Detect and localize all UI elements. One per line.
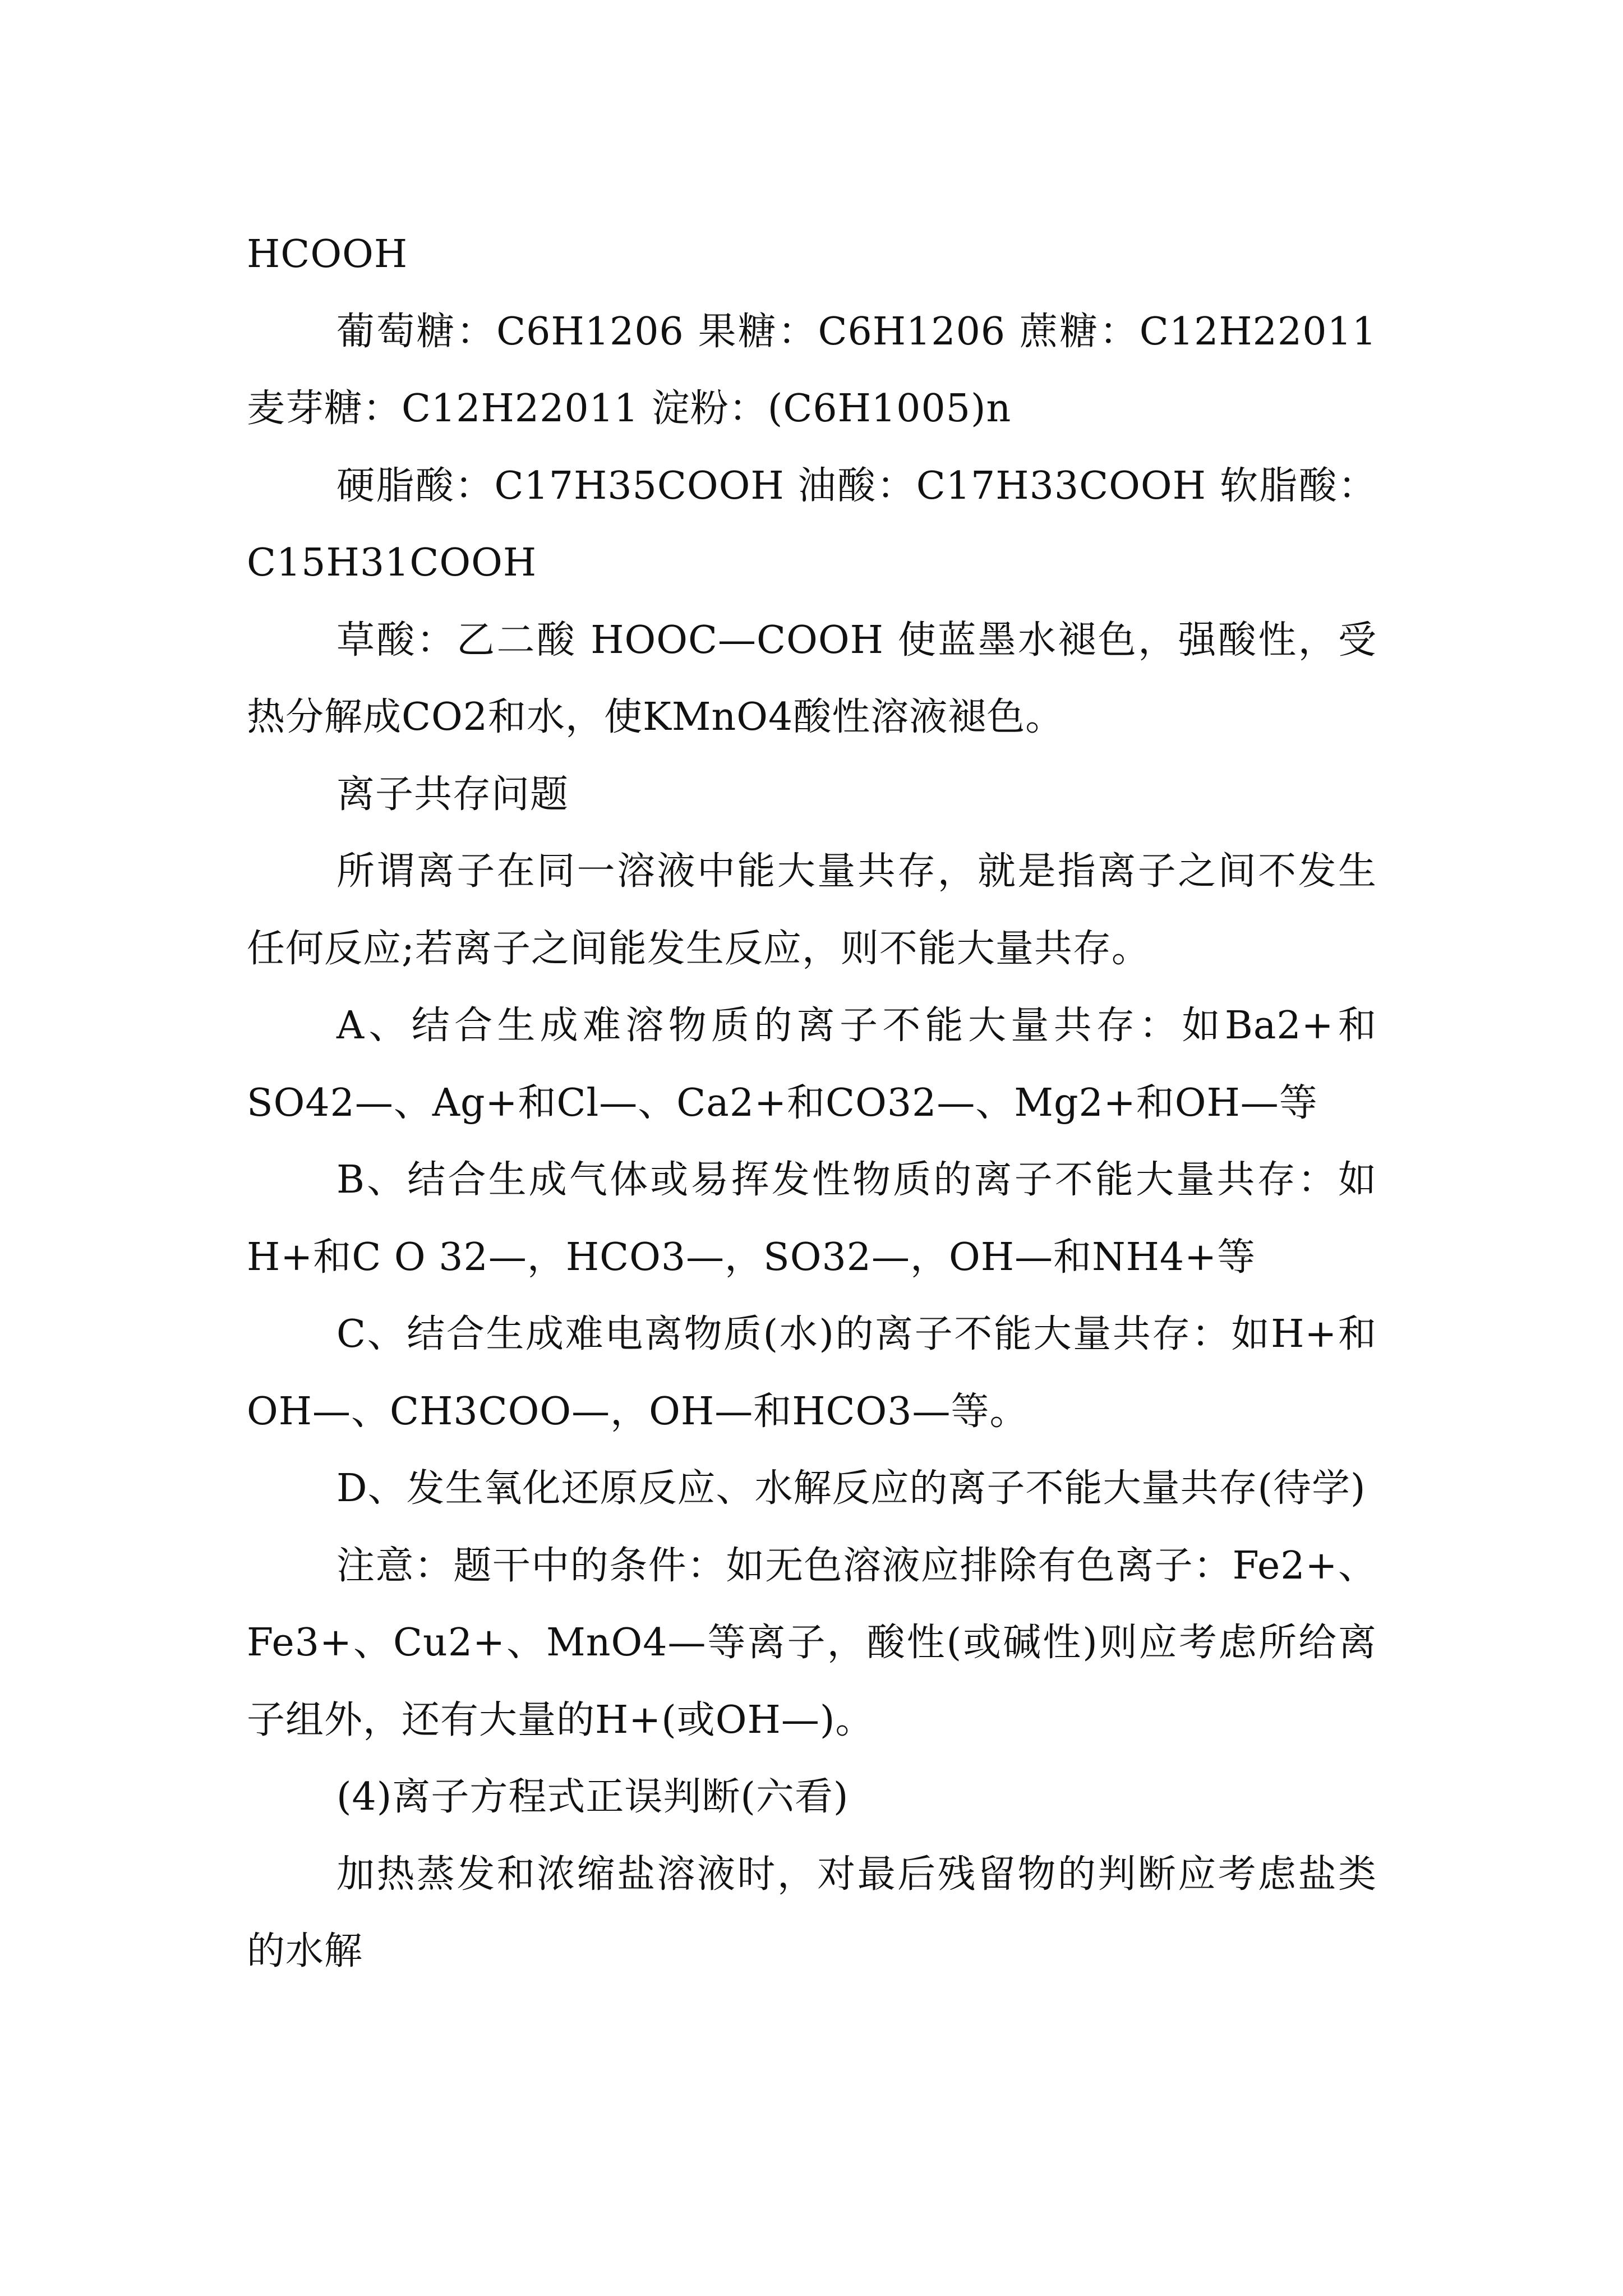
paragraph-ion-definition: 所谓离子在同一溶液中能大量共存，就是指离子之间不发生任何反应;若离子之间能发生反应，则不能大量共存。 <box>247 849 1377 971</box>
section-heading-ion-coexistence: 离子共存问题 <box>336 772 569 817</box>
paragraph-oxalic-acid: 草酸：乙二酸 HOOC—COOH 使蓝墨水褪色，强酸性，受热分解成CO2和水，使KMnO4酸性溶液褪色。 <box>247 618 1377 739</box>
paragraph-rule-a: A、结合生成难溶物质的离子不能大量共存：如Ba2+和SO42—、Ag+和Cl—、Ca2+和CO32—、Mg2+和OH—等 <box>247 1004 1377 1125</box>
paragraph-salt-hydrolysis: 加热蒸发和浓缩盐溶液时，对最后残留物的判断应考虑盐类的水解 <box>247 1852 1377 1973</box>
paragraph-fatty-acids: 硬脂酸：C17H35COOH 油酸：C17H33COOH 软脂酸：C15H31COOH <box>247 463 1377 585</box>
paragraph-rule-b: B、结合生成气体或易挥发性物质的离子不能大量共存：如H+和C O 32—，HCO3—，SO32—，OH—和NH4+等 <box>247 1158 1377 1280</box>
paragraph-note: 注意：题干中的条件：如无色溶液应排除有色离子：Fe2+、Fe3+、Cu2+、MnO4—等离子，酸性(或碱性)则应考虑所给离子组外，还有大量的H+(或OH—)。 <box>247 1543 1377 1742</box>
section-heading-ionic-equations: (4)离子方程式正误判断(六看) <box>336 1775 849 1819</box>
paragraph-rule-c: C、结合生成难电离物质(水)的离子不能大量共存：如H+和OH—、CH3COO—，OH—和HCO3—等。 <box>247 1312 1377 1434</box>
paragraph-formula-hcooh: HCOOH <box>247 232 408 277</box>
document-body <box>247 216 1377 1990</box>
paragraph-rule-d: D、发生氧化还原反应、水解反应的离子不能大量共存(待学) <box>336 1466 1366 1511</box>
paragraph-sugar-formulas: 葡萄糖：C6H1206 果糖：C6H1206 蔗糖：C12H22011 麦芽糖：C12H22011 淀粉：(C6H1005)n <box>247 309 1377 431</box>
